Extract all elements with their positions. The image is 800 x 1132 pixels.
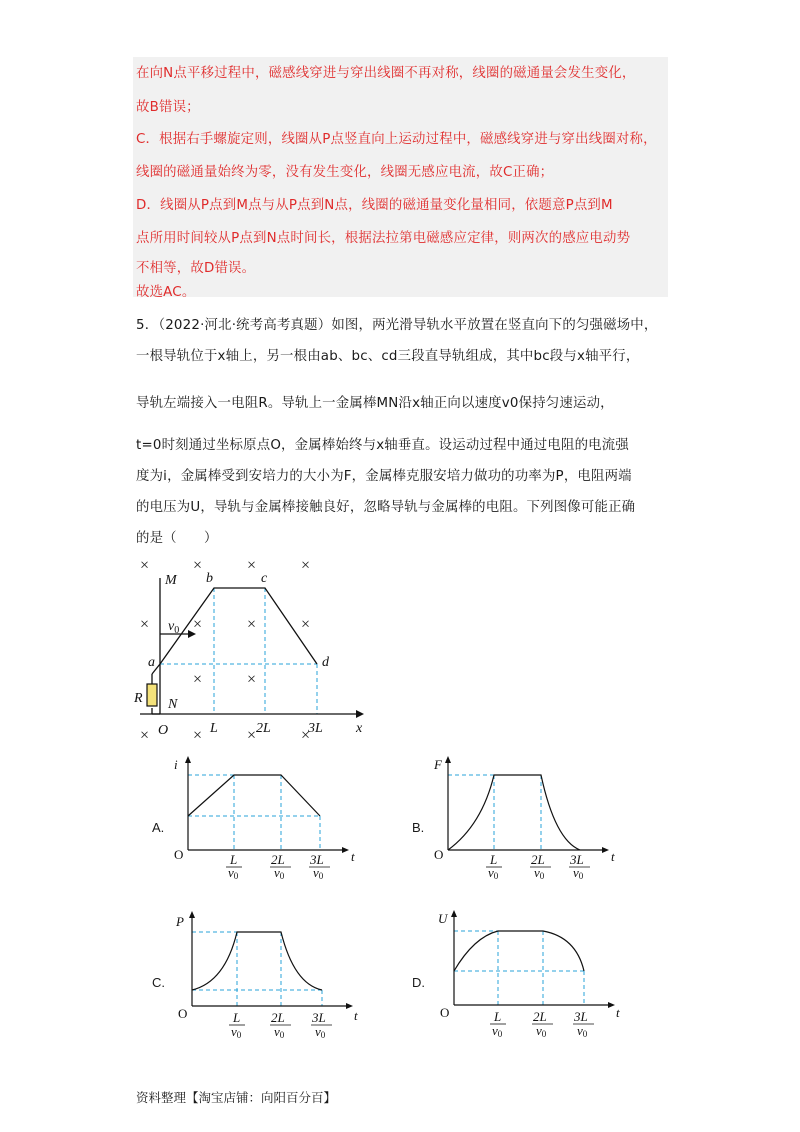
option-d-graph[interactable] — [430, 905, 620, 1045]
tick-num: L — [494, 1009, 502, 1024]
axis-t: t — [616, 1005, 620, 1020]
tick-num: 2L — [531, 852, 545, 867]
tick-den: v0 — [492, 1023, 503, 1039]
question-number: 5． — [136, 318, 159, 333]
axis-t: t — [611, 849, 615, 864]
solution-line-3: C．根据右手螺旋定则，线圈从P点竖直向上运动过程中，磁感线穿进与穿出线圈对称， — [136, 132, 657, 147]
tick-den: v0 — [573, 865, 584, 880]
tick-2l: 2L — [256, 721, 271, 736]
axis-ylabel: i — [174, 757, 178, 772]
field-cross: × — [247, 671, 257, 688]
field-cross: × — [140, 727, 150, 744]
axis-t: t — [351, 849, 355, 864]
solution-line-5: D．线圈从P点到M点与从P点到N点，线圈的磁通量变化量相同，依题意P点到M — [136, 198, 613, 213]
solution-line-1: 在向N点平移过程中，磁感线穿进与穿出线圈不再对称，线圈的磁通量会发生变化， — [136, 66, 636, 81]
label-v0: $v_0$ — [168, 619, 180, 636]
axis-ylabel: P — [176, 914, 184, 929]
tick-num: 3L — [574, 1009, 588, 1024]
field-cross: × — [247, 557, 257, 574]
question-line-2: 一根导轨位于x轴上，另一根由ab、bc、cd三段直导轨组成，其中bc段与x轴平行， — [136, 349, 640, 364]
option-c-graph[interactable] — [170, 910, 360, 1045]
tick-den: v0 — [534, 865, 545, 880]
tick-den: v0 — [577, 1023, 588, 1039]
tick-num: 3L — [570, 852, 584, 867]
question-source: （2022·河北·统考高考真题） — [158, 318, 332, 333]
axis-ylabel: F — [434, 757, 442, 772]
tick-num: 2L — [271, 852, 285, 867]
footer-note: 资料整理【淘宝店铺：向阳百分百】 — [136, 1090, 337, 1105]
axis-origin: O — [178, 1006, 188, 1021]
field-cross: × — [247, 616, 257, 633]
option-b-graph[interactable] — [430, 755, 620, 880]
tick-den: v0 — [231, 1024, 242, 1040]
bent-rail — [160, 588, 317, 664]
option-a-letter[interactable]: A. — [152, 820, 165, 835]
tick-l: L — [210, 721, 218, 736]
question-line-1 — [136, 314, 658, 333]
option-b-letter[interactable]: B. — [412, 820, 425, 835]
question-line-4: t=0时刻通过坐标原点O，金属棒始终与x轴垂直。设运动过程中通过电阻的电流强 — [136, 438, 629, 453]
question-line-7: 的是（ ） — [136, 531, 218, 546]
tick-num: 3L — [312, 1010, 326, 1025]
i-curve — [188, 775, 320, 816]
axis-origin: O — [440, 1005, 450, 1020]
solution-line-7: 不相等，故D错误。 — [136, 261, 256, 276]
axis-origin: O — [174, 847, 184, 862]
u-curve — [454, 931, 584, 971]
label-b: b — [206, 571, 213, 586]
question-line-6: 的电压为U，导轨与金属棒接触良好，忽略导轨与金属棒的电阻。下列图像可能正确 — [136, 500, 636, 515]
axis-t: t — [354, 1008, 358, 1023]
label-c: c — [261, 571, 268, 586]
field-cross: × — [301, 557, 311, 574]
field-cross: × — [193, 616, 203, 633]
tick-num: 3L — [310, 852, 324, 867]
axis-origin: O — [434, 847, 444, 862]
option-d-letter[interactable]: D. — [412, 975, 425, 990]
field-cross: × — [140, 616, 150, 633]
field-cross: × — [193, 671, 203, 688]
field-cross: × — [140, 557, 150, 574]
solution-line-6: 点所用时间较从P点到N点时间长，根据法拉第电磁感应定律，则两次的感应电动势 — [136, 231, 631, 246]
label-n: N — [168, 697, 178, 712]
p-curve — [192, 932, 322, 990]
label-r: R — [134, 691, 143, 706]
field-cross: × — [193, 557, 203, 574]
tick-num: 2L — [533, 1009, 547, 1024]
label-a: a — [148, 655, 155, 670]
option-a-graph[interactable] — [170, 755, 360, 880]
tick-3l: 3L — [308, 721, 323, 736]
tick-den: v0 — [274, 865, 285, 880]
label-m: M — [165, 573, 177, 588]
field-cross: × — [301, 727, 311, 744]
resistor-icon — [147, 684, 157, 706]
tick-num: 2L — [271, 1010, 285, 1025]
field-cross: × — [301, 616, 311, 633]
tick-den: v0 — [274, 1024, 285, 1040]
axis-ylabel: U — [438, 911, 448, 926]
tick-den: v0 — [313, 865, 324, 880]
f-curve — [448, 775, 580, 850]
label-x: x — [356, 721, 363, 736]
x-arrow-icon — [356, 710, 364, 718]
field-cross: × — [193, 727, 203, 744]
option-c-letter[interactable]: C. — [152, 975, 165, 990]
field-cross: × — [247, 727, 257, 744]
question-line-5: 度为i，金属棒受到安培力的大小为F，金属棒克服安培力做功的功率为P，电阻两端 — [136, 469, 632, 484]
label-o: O — [158, 723, 169, 738]
solution-line-4: 线圈的磁通量始终为零，没有发生变化，线圈无感应电流，故C正确； — [136, 165, 554, 180]
solution-line-2: 故B错误； — [136, 100, 200, 115]
tick-den: v0 — [228, 865, 239, 880]
tick-num: L — [233, 1010, 241, 1025]
tick-num: L — [230, 852, 238, 867]
tick-den: v0 — [315, 1024, 326, 1040]
tick-den: v0 — [488, 865, 499, 880]
tick-den: v0 — [536, 1023, 547, 1039]
solution-line-8: 故选AC。 — [136, 285, 196, 300]
tick-num: L — [490, 852, 498, 867]
label-d: d — [322, 655, 329, 670]
rail-diagram — [130, 550, 375, 750]
question-text-1: 如图，两光滑导轨水平放置在竖直向下的匀强磁场中， — [331, 318, 658, 333]
question-line-3: 导轨左端接入一电阻R。导轨上一金属棒MN沿x轴正向以速度v0保持匀速运动， — [136, 396, 614, 411]
